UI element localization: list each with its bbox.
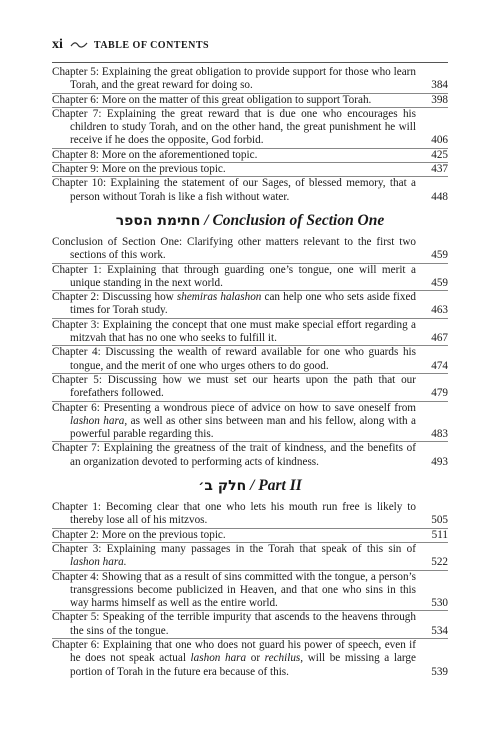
- entry-label: Chapter 9:: [52, 163, 99, 176]
- entry-emphasis: shemiras halashon: [176, 291, 262, 304]
- entry-description: Discussing the wealth of reward available for one who guards his tongue, and the merit of one who urges others to do good.: [70, 346, 417, 372]
- section-heading-title: Part II: [258, 477, 302, 495]
- entry-description: More on the previous topic.: [101, 163, 226, 176]
- entry-text: [52, 501, 416, 528]
- hebrew-heading: חתימת הספר: [115, 212, 201, 229]
- entry-description: can help one who sets aside fixed times for Torah study.: [70, 291, 417, 317]
- toc-entry[interactable]: [52, 94, 448, 107]
- entry-page-number: 505: [431, 514, 448, 527]
- entry-page-number: 522: [431, 556, 448, 569]
- entry-page-number: 474: [431, 359, 448, 372]
- toc-entry[interactable]: [52, 163, 448, 176]
- entry-description: Explaining the statement of our Sages, of blessed memory, that a person without Torah is like a fish without water.: [70, 177, 417, 203]
- entry-emphasis: lashon hara.: [70, 556, 127, 569]
- toc-entry[interactable]: [52, 177, 448, 204]
- entry-page-number: 459: [431, 249, 448, 262]
- entry-label: Chapter 4:: [52, 346, 101, 359]
- toc-entry[interactable]: [52, 374, 448, 401]
- header-rule: [52, 62, 448, 63]
- entry-description: More on the previous topic.: [101, 528, 226, 541]
- entry-page-number: 479: [431, 387, 448, 400]
- toc-entry[interactable]: [52, 611, 448, 638]
- running-head-title: TABLE OF CONTENTS: [93, 39, 210, 51]
- entry-description: or: [246, 652, 265, 665]
- entry-text: [52, 149, 416, 162]
- toc-entry[interactable]: [52, 571, 448, 611]
- toc-entry[interactable]: [52, 442, 448, 469]
- entry-label: Chapter 5:: [52, 66, 100, 78]
- hebrew-heading: חלק ב׳: [198, 478, 247, 495]
- entry-label: Chapter 2:: [52, 528, 99, 541]
- entry-label: Chapter 10:: [52, 177, 107, 190]
- entry-page-number: 530: [431, 597, 448, 610]
- entry-text: [52, 236, 416, 263]
- section-heading-part-two: חלק ב׳ / Part II: [198, 477, 302, 495]
- section-heading-conclusion: חתימת הספר / Conclusion of Section One: [115, 211, 385, 229]
- entry-description: Presenting a wondrous piece of advice on how to save oneself from: [103, 401, 416, 414]
- entry-page-number: 483: [431, 428, 448, 441]
- entry-page-number: 463: [431, 304, 448, 317]
- entry-label: Chapter 5:: [52, 373, 102, 386]
- toc-entry[interactable]: [52, 291, 448, 318]
- entry-page-number: 459: [431, 276, 448, 289]
- entry-label: Chapter 6:: [52, 93, 99, 106]
- entry-text: [52, 529, 416, 542]
- toc-entry[interactable]: [52, 236, 448, 263]
- toc-entry[interactable]: [52, 543, 448, 570]
- section-part-two-list: [52, 501, 448, 679]
- page-number: xi: [52, 37, 63, 52]
- entry-description: Explaining the concept that one must make special effort regarding a mitzvah that has no one who seeks to fulfill it.: [70, 318, 417, 345]
- entry-description: Explaining that one who does not guard his power of speech, even if he does not speak actual: [70, 638, 416, 665]
- entry-text: [52, 163, 416, 176]
- entry-label: Chapter 4:: [52, 570, 100, 583]
- entry-description: Explaining many passages in the Torah that speak of this sin of: [106, 542, 416, 555]
- entry-page-number: 534: [431, 624, 448, 637]
- entry-page-number: 539: [431, 665, 448, 678]
- entry-label: Chapter 8:: [52, 148, 99, 161]
- entry-text: [52, 442, 416, 469]
- entry-label: Chapter 7:: [52, 107, 102, 120]
- entry-label: Chapter 3:: [52, 318, 100, 331]
- section-conclusion-list: [52, 236, 448, 469]
- entry-description: More on the matter of this great obligation to support Torah.: [101, 93, 372, 106]
- toc-entry[interactable]: [52, 319, 448, 346]
- entry-description: Explaining the great obligation to provide support for those who learn Torah, and the great reward for doing so.: [70, 66, 416, 92]
- entry-description: as well as other sins between man and his fellow, along with a powerful parable regarding this.: [70, 414, 416, 441]
- toc-entry[interactable]: [52, 639, 448, 679]
- entry-text: [52, 66, 416, 93]
- running-head: [52, 34, 448, 56]
- entry-description: Discussing how: [102, 291, 177, 304]
- entry-label: Chapter 6:: [52, 638, 100, 651]
- entry-text: [52, 346, 416, 373]
- entry-emphasis: rechilus,: [264, 652, 304, 665]
- entry-label: Chapter 3:: [52, 542, 102, 555]
- entry-text: [52, 94, 416, 107]
- entry-description: Explaining that through guarding one’s tongue, one will merit a unique standing in the next world.: [70, 263, 417, 289]
- entry-label: Chapter 2:: [52, 291, 100, 304]
- entry-text: [52, 543, 416, 570]
- entry-page-number: 467: [431, 332, 448, 345]
- entry-text: [52, 291, 416, 318]
- toc-page: [52, 34, 448, 679]
- entry-text: [52, 571, 416, 611]
- section-heading-title: Conclusion of Section One: [212, 211, 385, 229]
- toc-entry[interactable]: [52, 149, 448, 162]
- entry-label: Chapter 5:: [52, 611, 100, 624]
- section-part-one-list: [52, 66, 448, 204]
- entry-text: [52, 108, 416, 148]
- entry-description: Explaining the greatness of the trait of kindness, and the benefits of an organization devoted to performing acts of kindness.: [70, 442, 416, 468]
- entry-page-number: 437: [431, 163, 448, 176]
- toc-entry[interactable]: [52, 346, 448, 373]
- entry-label: Chapter 1:: [52, 263, 102, 276]
- entry-description: Becoming clear that one who lets his mouth run free is likely to thereby lose all of his mitzvos.: [70, 501, 417, 527]
- entry-emphasis: lashon hara: [190, 652, 247, 665]
- toc-entry[interactable]: [52, 264, 448, 291]
- entry-text: [52, 177, 416, 204]
- entry-description: Explaining the great reward that is due one who encourages his children to study Torah, and on the other hand, the great punishment he will receive if he does the opposite, God forbid.: [70, 107, 417, 147]
- entry-page-number: 398: [431, 93, 448, 106]
- entry-text: [52, 402, 416, 442]
- entry-text: [52, 264, 416, 291]
- entry-label: Chapter 7:: [52, 442, 100, 455]
- entry-description: More on the aforementioned topic.: [101, 148, 258, 161]
- entry-label: Chapter 6:: [52, 401, 100, 414]
- entry-page-number: 425: [431, 148, 448, 161]
- entry-label: Conclusion of Section One:: [52, 235, 183, 248]
- toc-entry[interactable]: [52, 529, 448, 542]
- flourish-ornament-icon: [70, 36, 88, 54]
- entry-description: Showing that as a result of sins committed with the tongue, a person’s transgressions become publicized in Heaven, and that one who sins in this way harms himself as well as the entire world.: [70, 570, 416, 610]
- toc-entry[interactable]: [52, 66, 448, 93]
- entry-text: [52, 611, 416, 638]
- entry-page-number: 384: [431, 79, 448, 92]
- entry-description: Speaking of the terrible impurity that ascends to the heavens through the sins of the tongue.: [70, 611, 416, 637]
- entry-page-number: 493: [431, 455, 448, 468]
- entry-emphasis: lashon hara,: [70, 414, 128, 427]
- toc-entry[interactable]: [52, 402, 448, 442]
- entry-label: Chapter 1:: [52, 501, 102, 514]
- toc-entry[interactable]: [52, 108, 448, 148]
- entry-page-number: 448: [431, 190, 448, 203]
- entry-description: Clarifying other matters relevant to the first two sections of this work.: [70, 235, 417, 262]
- entry-page-number: 406: [431, 134, 448, 147]
- entry-text: [52, 319, 416, 346]
- entry-text: [52, 639, 416, 679]
- toc-entry[interactable]: [52, 501, 448, 528]
- entry-text: [52, 374, 416, 401]
- entry-description: will be missing a large portion of Torah in the future era because of this.: [70, 652, 416, 678]
- entry-description: Discussing how we must set our hearts upon the path that our forefathers followed.: [70, 373, 417, 400]
- entry-page-number: 511: [431, 528, 448, 541]
